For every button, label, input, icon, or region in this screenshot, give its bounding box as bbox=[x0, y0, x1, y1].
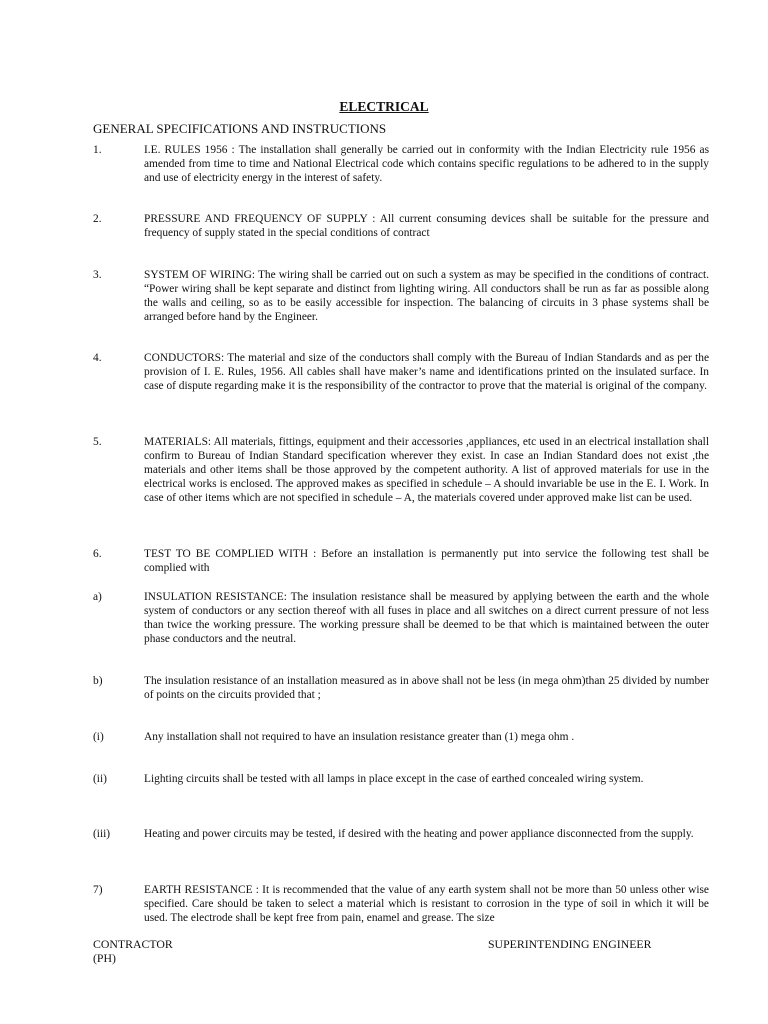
spec-item-earth-resistance bbox=[93, 884, 709, 926]
footer-signatory bbox=[488, 937, 652, 951]
item-text: INSULATION RESISTANCE: The insulation resistance shall be measured by applying between the earth and the whole system of conductors or any section thereof with all fuses in place and all switches on a direct current pressure of not less than twice the working pressure. The working pressure shall be deemed to be that which is maintained between the outer phase conductors and the neutral. bbox=[144, 591, 709, 645]
item-number: 1. bbox=[93, 144, 102, 156]
spec-item-system-of-wiring bbox=[93, 269, 709, 325]
item-number: 3. bbox=[93, 269, 102, 281]
item-text: Any installation shall not required to have an insulation resistance greater than (1) mega ohm . bbox=[144, 731, 575, 743]
spec-item-pressure-frequency bbox=[93, 213, 709, 241]
spec-item-conductors bbox=[93, 352, 709, 394]
spec-item-insulation-resistance bbox=[93, 591, 709, 647]
contractor-sub-label: (PH) bbox=[93, 951, 116, 965]
item-number: (ii) bbox=[93, 773, 107, 785]
item-number: 5. bbox=[93, 436, 102, 448]
item-text: MATERIALS: All materials, fittings, equipment and their accessories ,appliances, etc used in an electrical installation shall confirm to Bureau of Indian Standard specification wherever they exist. In case an Indian Standard does not exist ,the materials and other items shall be those approved by the competent authority. A list of approved materials for use in the electrical works is enclosed. The approved makes as specified in schedule – A should invariable be use in the E. I. Work. In case of other items which are not specified in schedule – A, the materials covered under approved make list can be used. bbox=[144, 436, 709, 504]
item-text: CONDUCTORS: The material and size of the conductors shall comply with the Bureau of Indian Standards and as per the provision of I. E. Rules, 1956. All cables shall have maker’s name and identifications printed on the insulated surface. In case of dispute regarding make it is the responsibility of the contractor to prove that the material is original of the company. bbox=[144, 352, 709, 392]
item-text: Heating and power circuits may be tested, if desired with the heating and power appliance disconnected from the supply. bbox=[144, 828, 694, 840]
item-number: (i) bbox=[93, 731, 104, 743]
spec-item-insulation-value bbox=[93, 675, 709, 703]
item-number: (iii) bbox=[93, 828, 111, 840]
document-title: ELECTRICAL bbox=[339, 99, 429, 114]
item-number: 7) bbox=[93, 884, 103, 896]
item-text: TEST TO BE COMPLIED WITH : Before an installation is permanently put into service the following test shall be complied with bbox=[144, 548, 709, 574]
item-number: a) bbox=[93, 591, 102, 603]
contractor-label: CONTRACTOR bbox=[93, 937, 173, 951]
footer-contractor bbox=[93, 937, 173, 965]
item-number: b) bbox=[93, 675, 103, 687]
signatory-label: SUPERINTENDING ENGINEER bbox=[488, 937, 652, 951]
item-text: SYSTEM OF WIRING: The wiring shall be carried out on such a system as may be specified in the conditions of contract. “Power wiring shall be kept separate and distinct from lighting wiring. All conductors shall be run as far as possible along the walls and ceiling, so as to be easily accessible for inspection. The balancing of circuits in 3 phase systems shall be arranged before hand by the Engineer. bbox=[144, 269, 709, 323]
document-subtitle: GENERAL SPECIFICATIONS AND INSTRUCTIONS bbox=[93, 121, 387, 136]
item-text: Lighting circuits shall be tested with all lamps in place except in the case of earthed concealed wiring system. bbox=[144, 773, 644, 785]
spec-item-ie-rules bbox=[93, 144, 709, 186]
spec-item-tests bbox=[93, 548, 709, 576]
item-number: 2. bbox=[93, 213, 102, 225]
spec-item-sub-iii bbox=[93, 828, 709, 842]
item-text: The insulation resistance of an installation measured as in above shall not be less (in mega ohm)than 25 divided by number of points on the circuits provided that ; bbox=[144, 675, 709, 701]
item-text: EARTH RESISTANCE : It is recommended that the value of any earth system shall not be more than 50 unless other wise specified. Care should be taken to select a material which is resistant to corrosion in the type of soil in which it will be used. The electrode shall be kept free from pain, enamel and grease. The size bbox=[144, 884, 709, 924]
spec-item-sub-ii bbox=[93, 773, 709, 787]
item-text: I.E. RULES 1956 : The installation shall generally be carried out in conformity with the Indian Electricity rule 1956 as amended from time to time and National Electrical code which contains specific regulations to be adhered to in the supply and use of electricity energy in the interest of safety. bbox=[144, 144, 709, 184]
item-number: 6. bbox=[93, 548, 102, 560]
item-text: PRESSURE AND FREQUENCY OF SUPPLY : All current consuming devices shall be suitable for the pressure and frequency of supply stated in the special conditions of contract bbox=[144, 213, 709, 239]
spec-item-materials bbox=[93, 436, 709, 506]
spec-item-sub-i bbox=[93, 731, 709, 745]
item-number: 4. bbox=[93, 352, 102, 364]
